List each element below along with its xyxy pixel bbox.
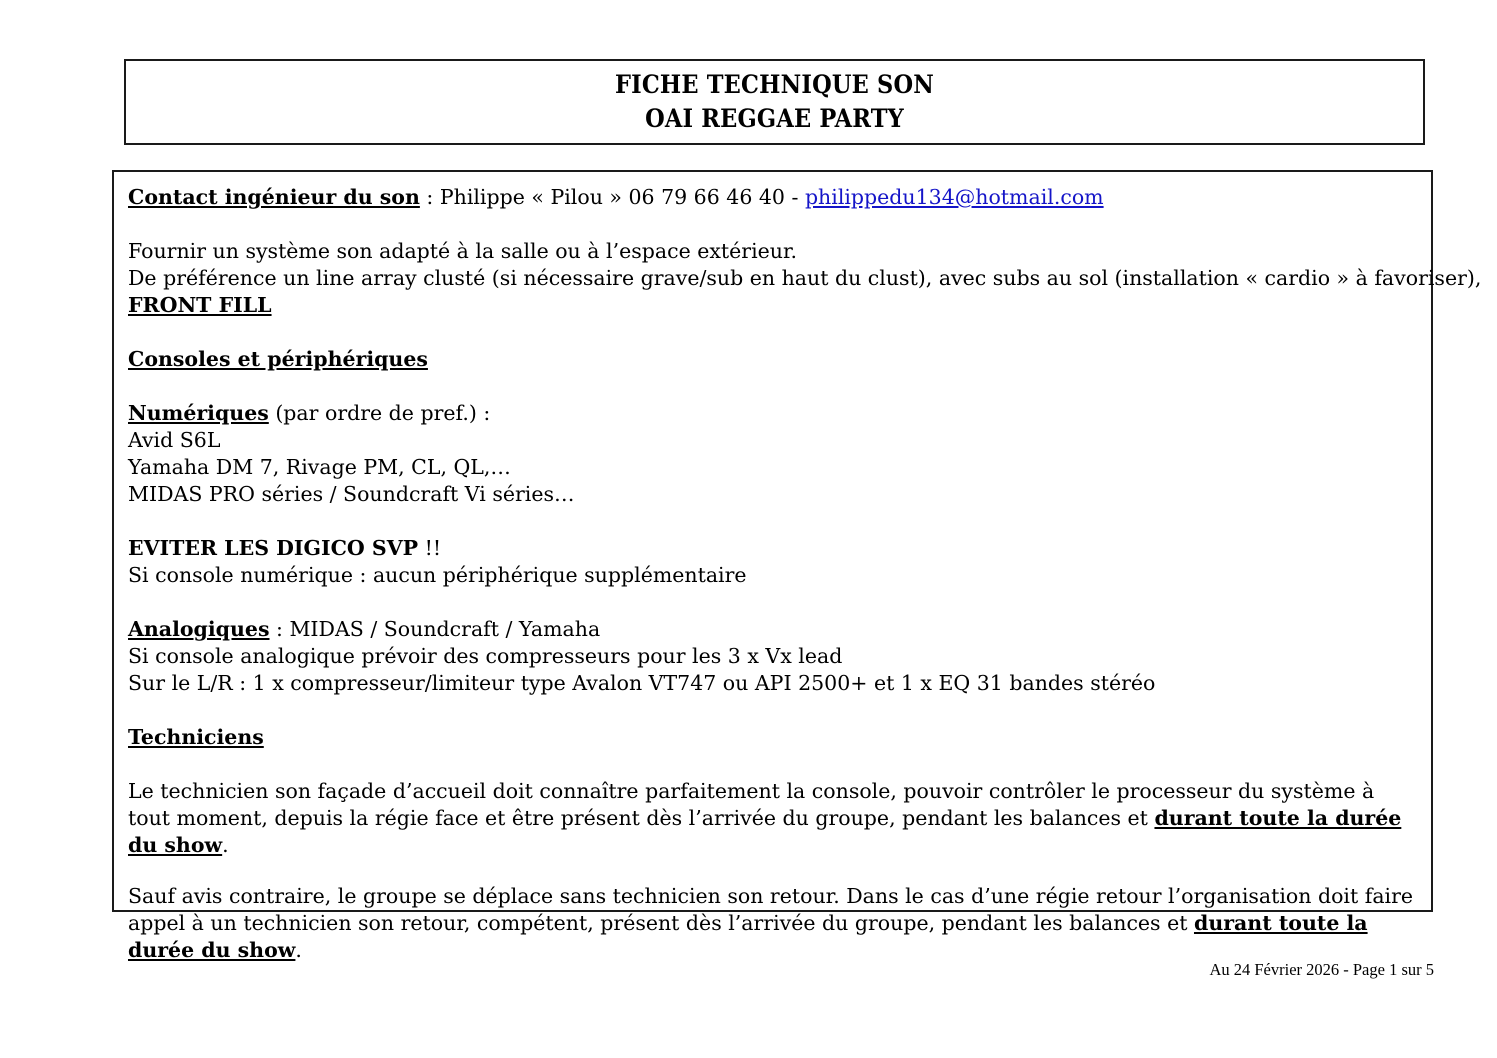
techniciens-paragraph-1 [128, 778, 1415, 859]
system-line-2: De préférence un line array clusté (si nécessaire grave/sub en haut du clust), avec subs au sol (installation « cardio » à favoriser), [128, 266, 1482, 290]
spacer [128, 697, 1415, 724]
title-box [124, 59, 1425, 145]
system-line-1: Fournir un système son adapté à la salle ou à l’espace extérieur. [128, 239, 798, 263]
spacer [128, 859, 1415, 883]
spacer [128, 319, 1415, 346]
analogiques-label: Analogiques [128, 617, 270, 641]
techniciens-paragraph-2-tail: . [295, 938, 302, 962]
contact-email-link[interactable]: philippedu134@hotmail.com [804, 185, 1104, 209]
numeriques-item: Yamaha DM 7, Rivage PM, CL, QL,… [128, 455, 511, 479]
spacer [128, 211, 1415, 238]
digico-warning-note: Si console numérique : aucun périphérique supplémentaire [128, 563, 747, 587]
techniciens-paragraph-2 [128, 883, 1415, 964]
spacer [128, 508, 1415, 535]
spacer [128, 373, 1415, 400]
document-title-line-2: OAI REGGAE PARTY [645, 104, 904, 133]
contact-line [128, 184, 1415, 211]
techniciens-paragraph-1-text: Le technicien son façade d’accueil doit connaître parfaitement la console, pouvoir contrôler le processeur du système à tout moment, depuis la régie face et être présent dès l’arrivée du groupe, pendant les balances et [128, 779, 1375, 830]
techniciens-paragraph-2-emphasis: durant toute la durée du show [128, 911, 1368, 962]
front-fill-label: FRONT FILL [128, 293, 272, 317]
techniciens-paragraph-1-emphasis: durant toute la durée du show [128, 806, 1402, 857]
analogiques-line-3: Sur le L/R : 1 x compresseur/limiteur type Avalon VT747 ou API 2500+ et 1 x EQ 31 bandes stéréo [128, 671, 1156, 695]
body-box [112, 170, 1482, 962]
numeriques-item: MIDAS PRO séries / Soundcraft Vi séries… [128, 482, 575, 506]
front-fill-line [128, 292, 1415, 319]
body-content [114, 172, 1482, 972]
numeriques-item: Avid S6L [128, 428, 221, 452]
consoles-heading-line [128, 346, 1415, 373]
numeriques-suffix: (par ordre de pref.) : [268, 401, 491, 425]
contact-person: Philippe « Pilou » 06 79 66 46 40 - [439, 185, 805, 209]
digico-warning-label: EVITER LES DIGICO SVP [128, 536, 419, 560]
techniciens-paragraph-2-text: Sauf avis contraire, le groupe se déplace sans technicien son retour. Dans le cas d’une régie retour l’organisation doit faire appel à un technicien son retour, compétent, présent dès l’arrivée du groupe, pendant les balances et [128, 884, 1414, 935]
techniciens-heading-line [128, 724, 1415, 751]
digico-warning-exclamation: !! [418, 536, 442, 560]
document-title-line-1: FICHE TECHNIQUE SON [614, 70, 935, 99]
techniciens-heading: Techniciens [128, 725, 264, 749]
contact-label: Contact ingénieur du son [128, 185, 420, 209]
analogiques-line-2: Si console analogique prévoir des compresseurs pour les 3 x Vx lead [128, 644, 843, 668]
numeriques-heading-line [128, 400, 1415, 427]
spacer [128, 589, 1415, 616]
contact-separator: : [419, 185, 440, 209]
numeriques-label: Numériques [128, 401, 269, 425]
page-footer: Au 24 Février 2026 - Page 1 sur 5 [1209, 960, 1434, 979]
analogiques-heading-line [128, 616, 1415, 643]
analogiques-suffix: : MIDAS / Soundcraft / Yamaha [269, 617, 601, 641]
digico-warning-line [128, 535, 1415, 562]
consoles-heading: Consoles et périphériques [128, 347, 428, 371]
spacer [128, 751, 1415, 778]
techniciens-paragraph-1-tail: . [222, 833, 229, 857]
